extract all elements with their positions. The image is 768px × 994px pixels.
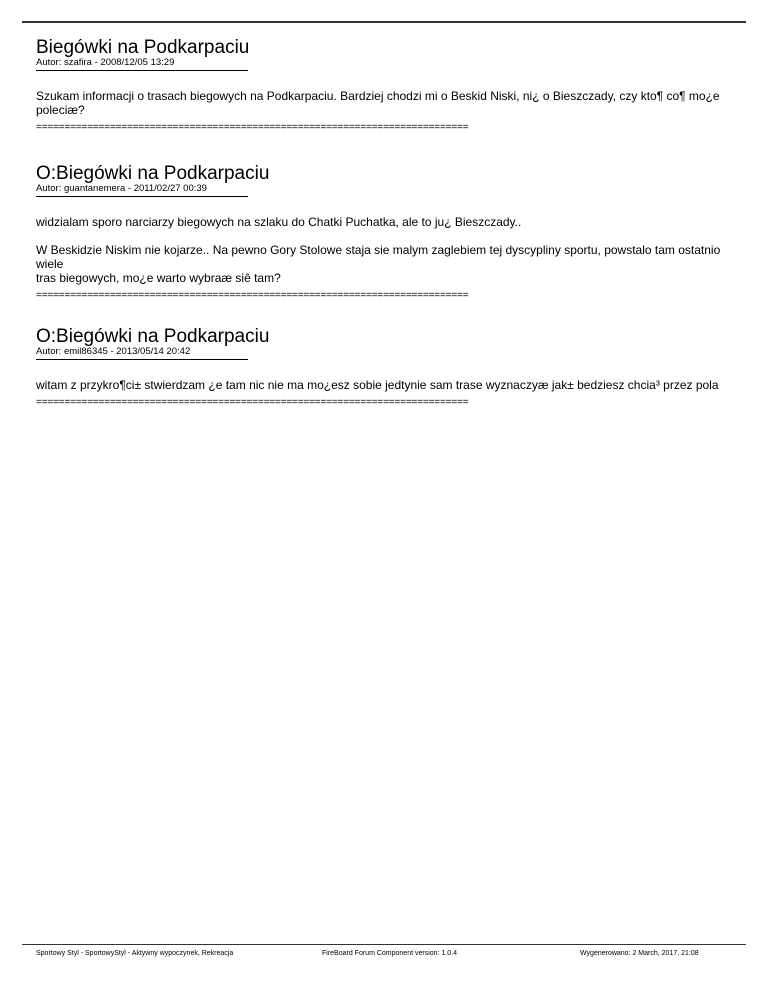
post-body-paragraph: widzialam sporo narciarzy biegowych na szlaku do Chatki Puchatka, ale to ju¿ Bieszczady.. [36,215,522,229]
post-author-meta: Autor: emil86345 - 2013/05/14 20:42 [36,346,191,357]
post-body-paragraph: tras biegowych, mo¿e warto wybraæ siê tam? [36,271,281,285]
forum-post [36,327,736,408]
post-separator: ============================================================================ [36,397,469,408]
post-title: Biegówki na Podkarpaciu [36,37,250,58]
meta-divider [36,196,248,197]
post-title: O:Biegówki na Podkarpaciu [36,163,270,184]
post-title: O:Biegówki na Podkarpaciu [36,326,270,347]
footer-rule [22,944,746,945]
forum-post [36,164,736,301]
post-body-paragraph: Szukam informacji o trasach biegowych na Podkarpaciu. Bardziej chodzi mi o Beskid Niski, ni¿ o Bieszczady, czy kto¶ co¶ mo¿e poleciæ? [36,89,720,117]
post-author-meta: Autor: guantanemera - 2011/02/27 00:39 [36,183,207,194]
post-body-paragraph: witam z przykro¶ci± stwierdzam ¿e tam nic nie ma mo¿esz sobie jedtynie sam trase wyznaczyæ jak± bedziesz chcia³ przez pola [36,378,719,392]
footer-generated-date: Wygenerowano: 2 March, 2017, 21:08 [580,950,699,957]
post-body-paragraph: W Beskidzie Niskim nie kojarze.. Na pewno Gory Stolowe staja sie malym zaglebiem tej dyscypliny sportu, powstalo tam ostatnio wiele [36,243,721,271]
meta-divider [36,70,248,71]
footer-component-version: FireBoard Forum Component version: 1.0.4 [322,950,458,957]
post-separator: ============================================================================ [36,290,469,301]
post-author-meta: Autor: szafira - 2008/12/05 13:29 [36,57,175,68]
top-rule [22,21,746,23]
post-separator: ============================================================================ [36,122,469,133]
forum-post [36,38,736,133]
footer-site-name: Sportowy Styl - SportowyStyl - Aktywny wypoczynek, Rekreacja [36,950,234,957]
meta-divider [36,359,248,360]
